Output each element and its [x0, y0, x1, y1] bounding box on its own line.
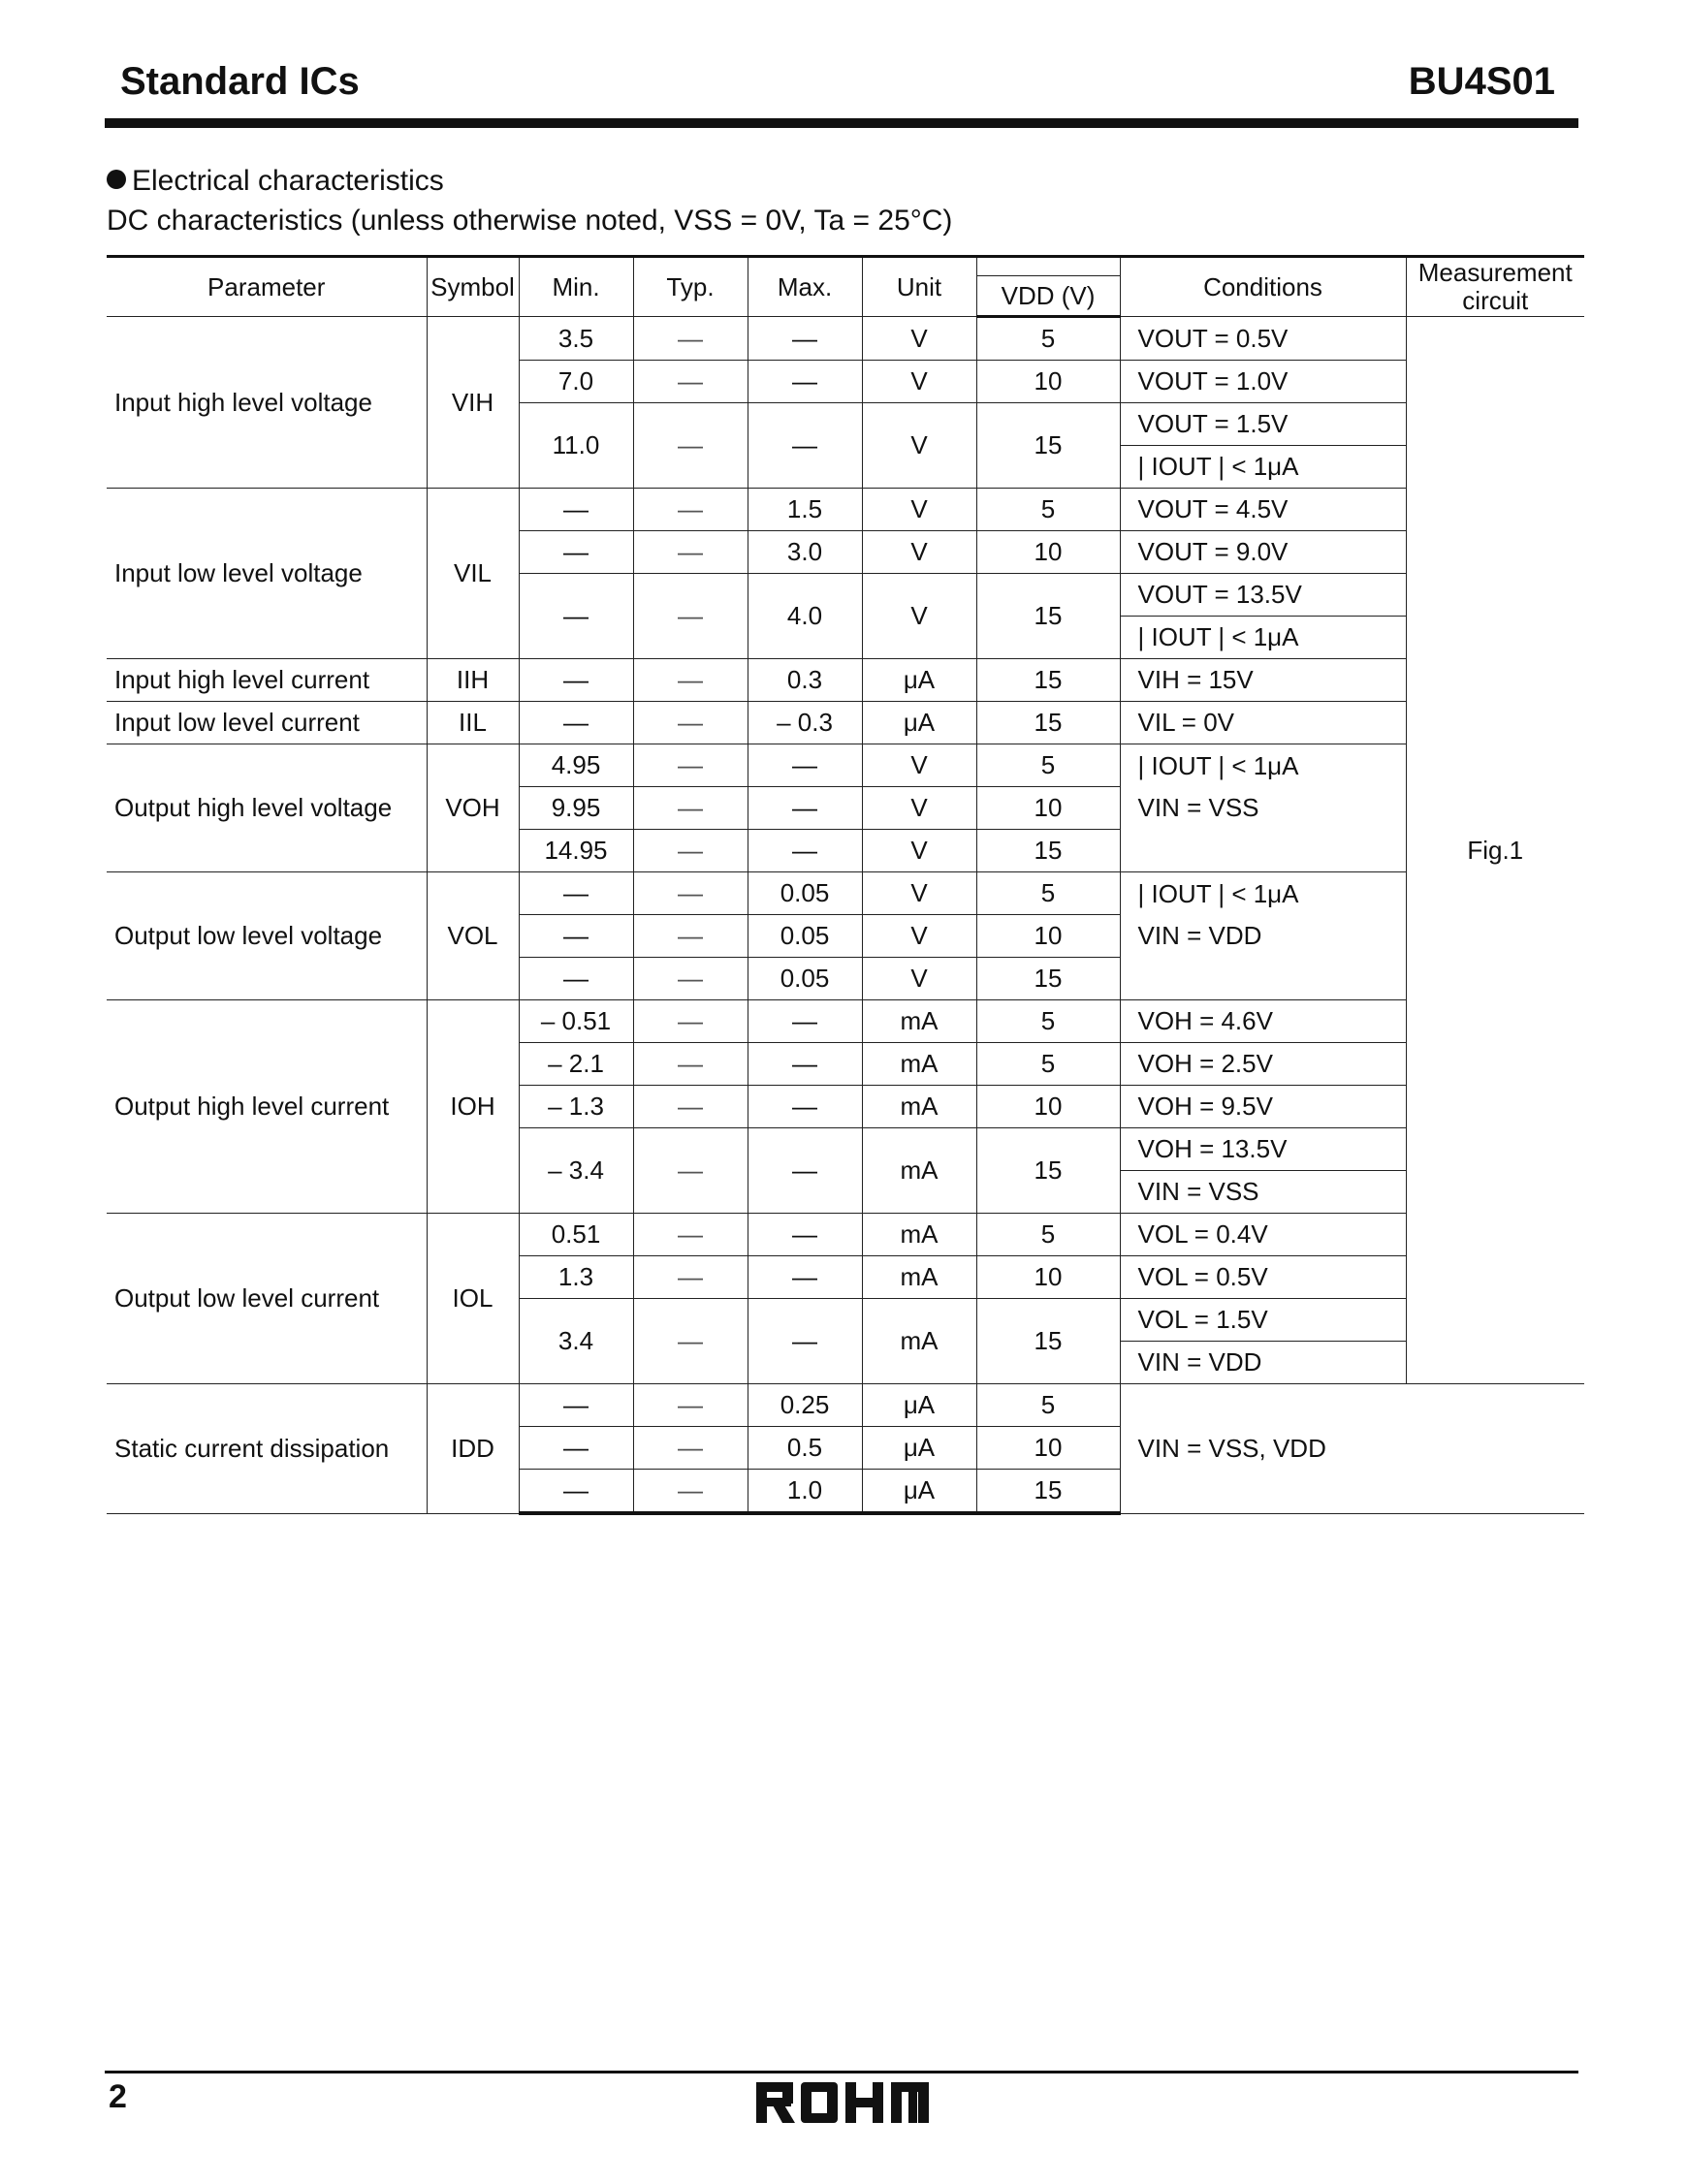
- min-cell: —: [519, 915, 633, 958]
- min-cell: 3.5: [519, 317, 633, 361]
- typ-cell: —: [633, 872, 748, 915]
- typ-cell: —: [633, 1214, 748, 1256]
- max-cell: —: [748, 1000, 862, 1043]
- table-row: [107, 489, 1584, 531]
- col-header-parameter: Parameter: [107, 257, 427, 317]
- min-cell: —: [519, 702, 633, 744]
- vdd-cell: 15: [976, 702, 1120, 744]
- conditions-cell: VIL = 0V: [1120, 702, 1406, 744]
- parameter-cell: Static current dissipation: [107, 1384, 427, 1514]
- unit-cell: V: [862, 744, 976, 787]
- typ-cell: —: [633, 361, 748, 403]
- unit-cell: V: [862, 574, 976, 659]
- col-header-min: Min.: [519, 257, 633, 317]
- symbol-cell: IIH: [427, 659, 519, 702]
- max-cell: —: [748, 403, 862, 489]
- symbol-cell: VOL: [427, 872, 519, 1000]
- vdd-cell: 5: [976, 1043, 1120, 1086]
- max-cell: —: [748, 1086, 862, 1128]
- vdd-cell: 5: [976, 317, 1120, 361]
- typ-cell: —: [633, 317, 748, 361]
- typ-cell: —: [633, 1086, 748, 1128]
- col-header-symbol: Symbol: [427, 257, 519, 317]
- typ-cell: —: [633, 489, 748, 531]
- max-cell: 3.0: [748, 531, 862, 574]
- unit-cell: V: [862, 787, 976, 830]
- min-cell: 14.95: [519, 830, 633, 872]
- table-row: [107, 744, 1584, 787]
- min-cell: – 2.1: [519, 1043, 633, 1086]
- min-cell: —: [519, 574, 633, 659]
- dc-characteristics-table: [107, 255, 1584, 1515]
- min-cell: —: [519, 872, 633, 915]
- max-cell: – 0.3: [748, 702, 862, 744]
- table-row: [107, 702, 1584, 744]
- max-cell: —: [748, 361, 862, 403]
- typ-cell: —: [633, 1299, 748, 1384]
- vdd-cell: 15: [976, 830, 1120, 872]
- symbol-cell: IOH: [427, 1000, 519, 1214]
- min-cell: 1.3: [519, 1256, 633, 1299]
- conditions-cell: VIH = 15V: [1120, 659, 1406, 702]
- header-section: Standard ICs: [120, 60, 360, 103]
- vdd-cell: 10: [976, 915, 1120, 958]
- min-cell: —: [519, 489, 633, 531]
- parameter-cell: Output high level current: [107, 1000, 427, 1214]
- conditions-cell: [1120, 744, 1406, 872]
- bullet-icon: [107, 170, 126, 189]
- conditions-cell: VOUT = 1.5V: [1120, 403, 1406, 446]
- vdd-cell: 15: [976, 1299, 1120, 1384]
- typ-cell: —: [633, 1128, 748, 1214]
- section-title-text: Electrical characteristics: [132, 165, 444, 197]
- max-cell: 0.25: [748, 1384, 862, 1427]
- min-cell: – 0.51: [519, 1000, 633, 1043]
- unit-cell: mA: [862, 1128, 976, 1214]
- col-header-vdd-top: [976, 257, 1120, 276]
- typ-cell: —: [633, 1256, 748, 1299]
- min-cell: —: [519, 531, 633, 574]
- max-cell: 0.3: [748, 659, 862, 702]
- col-header-vdd: VDD (V): [976, 276, 1120, 317]
- min-cell: 0.51: [519, 1214, 633, 1256]
- max-cell: —: [748, 1256, 862, 1299]
- conditions-cell: VOL = 1.5V: [1120, 1299, 1406, 1342]
- vdd-cell: 15: [976, 1470, 1120, 1514]
- unit-cell: μA: [862, 1427, 976, 1470]
- unit-cell: V: [862, 872, 976, 915]
- parameter-cell: Output low level current: [107, 1214, 427, 1384]
- typ-cell: —: [633, 744, 748, 787]
- max-cell: 0.05: [748, 872, 862, 915]
- max-cell: 0.05: [748, 915, 862, 958]
- vdd-cell: 10: [976, 1086, 1120, 1128]
- unit-cell: V: [862, 958, 976, 1000]
- max-cell: —: [748, 830, 862, 872]
- parameter-cell: Output high level voltage: [107, 744, 427, 872]
- unit-cell: mA: [862, 1299, 976, 1384]
- conditions-cell: VOUT = 13.5V: [1120, 574, 1406, 617]
- typ-cell: —: [633, 1427, 748, 1470]
- conditions-cell: VOH = 4.6V: [1120, 1000, 1406, 1043]
- parameter-cell: Input high level current: [107, 659, 427, 702]
- conditions-cell: VOUT = 9.0V: [1120, 531, 1406, 574]
- typ-cell: —: [633, 702, 748, 744]
- max-cell: —: [748, 1214, 862, 1256]
- conditions-cell: VOH = 2.5V: [1120, 1043, 1406, 1086]
- min-cell: 7.0: [519, 361, 633, 403]
- col-header-max: Max.: [748, 257, 862, 317]
- vdd-cell: 10: [976, 361, 1120, 403]
- header-rule: [105, 118, 1578, 128]
- condition-line: VIN = VSS, VDD: [1137, 1433, 1326, 1463]
- table-row: [107, 317, 1584, 361]
- typ-cell: —: [633, 659, 748, 702]
- vdd-cell: 15: [976, 403, 1120, 489]
- min-cell: 4.95: [519, 744, 633, 787]
- max-cell: —: [748, 1043, 862, 1086]
- conditions-cell: [1120, 872, 1406, 1000]
- unit-cell: V: [862, 317, 976, 361]
- symbol-cell: IOL: [427, 1214, 519, 1384]
- table-row: [107, 659, 1584, 702]
- parameter-cell: Input low level voltage: [107, 489, 427, 659]
- max-cell: —: [748, 1299, 862, 1384]
- min-cell: – 3.4: [519, 1128, 633, 1214]
- col-header-conditions: Conditions: [1120, 257, 1406, 317]
- max-cell: 0.05: [748, 958, 862, 1000]
- parameter-cell: Input low level current: [107, 702, 427, 744]
- unit-cell: mA: [862, 1256, 976, 1299]
- min-cell: 11.0: [519, 403, 633, 489]
- conditions-cell: VOL = 0.4V: [1120, 1214, 1406, 1256]
- max-cell: 4.0: [748, 574, 862, 659]
- rohm-logo: [756, 2080, 929, 2125]
- condition-line: | IOUT | < 1μA: [1137, 751, 1299, 780]
- vdd-cell: 10: [976, 787, 1120, 830]
- vdd-cell: 5: [976, 1384, 1120, 1427]
- table-row: [107, 1384, 1584, 1427]
- symbol-cell: VIL: [427, 489, 519, 659]
- vdd-cell: 15: [976, 574, 1120, 659]
- symbol-cell: VIH: [427, 317, 519, 489]
- vdd-cell: 5: [976, 489, 1120, 531]
- vdd-cell: 15: [976, 659, 1120, 702]
- typ-cell: —: [633, 830, 748, 872]
- page-number: 2: [109, 2078, 127, 2115]
- table-row: [107, 1214, 1584, 1256]
- footer-rule: [105, 2071, 1578, 2073]
- condition-line: VIN = VSS: [1137, 793, 1259, 822]
- typ-cell: —: [633, 1470, 748, 1514]
- condition-line: VIN = VDD: [1137, 921, 1262, 950]
- conditions-cell: VIN = VDD: [1120, 1342, 1406, 1384]
- condition-line: | IOUT | < 1μA: [1137, 879, 1299, 908]
- conditions-cell: [1120, 1384, 1584, 1514]
- conditions-cell: VIN = VSS: [1120, 1171, 1406, 1214]
- typ-cell: —: [633, 1384, 748, 1427]
- conditions-cell: | IOUT | < 1μA: [1120, 446, 1406, 489]
- conditions-cell: VOUT = 0.5V: [1120, 317, 1406, 361]
- conditions-cell: | IOUT | < 1μA: [1120, 617, 1406, 659]
- unit-cell: μA: [862, 1470, 976, 1514]
- min-cell: —: [519, 1470, 633, 1514]
- vdd-cell: 5: [976, 1000, 1120, 1043]
- min-cell: 3.4: [519, 1299, 633, 1384]
- vdd-cell: 10: [976, 1427, 1120, 1470]
- conditions-cell: VOUT = 1.0V: [1120, 361, 1406, 403]
- min-cell: —: [519, 659, 633, 702]
- unit-cell: μA: [862, 702, 976, 744]
- unit-cell: μA: [862, 659, 976, 702]
- section-subtitle: DC characteristics (unless otherwise noted, VSS = 0V, Ta = 25°C): [107, 205, 953, 237]
- vdd-cell: 5: [976, 1214, 1120, 1256]
- measurement-circuit-cell: Fig.1: [1406, 317, 1584, 1384]
- min-cell: – 1.3: [519, 1086, 633, 1128]
- vdd-cell: 10: [976, 1256, 1120, 1299]
- typ-cell: —: [633, 531, 748, 574]
- unit-cell: V: [862, 403, 976, 489]
- unit-cell: V: [862, 915, 976, 958]
- unit-cell: mA: [862, 1086, 976, 1128]
- unit-cell: V: [862, 830, 976, 872]
- section-title: [107, 165, 444, 198]
- unit-cell: mA: [862, 1214, 976, 1256]
- parameter-cell: Input high level voltage: [107, 317, 427, 489]
- vdd-cell: 10: [976, 531, 1120, 574]
- unit-cell: μA: [862, 1384, 976, 1427]
- col-header-measurement: Measurement circuit: [1406, 257, 1584, 317]
- unit-cell: V: [862, 361, 976, 403]
- unit-cell: V: [862, 489, 976, 531]
- table-row: [107, 872, 1584, 915]
- max-cell: —: [748, 787, 862, 830]
- vdd-cell: 5: [976, 872, 1120, 915]
- conditions-cell: VOH = 9.5V: [1120, 1086, 1406, 1128]
- min-cell: —: [519, 1427, 633, 1470]
- symbol-cell: VOH: [427, 744, 519, 872]
- typ-cell: —: [633, 574, 748, 659]
- symbol-cell: IDD: [427, 1384, 519, 1514]
- min-cell: 9.95: [519, 787, 633, 830]
- max-cell: —: [748, 744, 862, 787]
- parameter-cell: Output low level voltage: [107, 872, 427, 1000]
- conditions-cell: VOH = 13.5V: [1120, 1128, 1406, 1171]
- max-cell: 0.5: [748, 1427, 862, 1470]
- col-header-unit: Unit: [862, 257, 976, 317]
- typ-cell: —: [633, 1043, 748, 1086]
- header-part-number: BU4S01: [1408, 60, 1555, 103]
- col-header-typ: Typ.: [633, 257, 748, 317]
- vdd-cell: 15: [976, 958, 1120, 1000]
- max-cell: —: [748, 317, 862, 361]
- typ-cell: —: [633, 915, 748, 958]
- max-cell: —: [748, 1128, 862, 1214]
- typ-cell: —: [633, 1000, 748, 1043]
- max-cell: 1.5: [748, 489, 862, 531]
- conditions-cell: VOUT = 4.5V: [1120, 489, 1406, 531]
- min-cell: —: [519, 958, 633, 1000]
- unit-cell: V: [862, 531, 976, 574]
- unit-cell: mA: [862, 1043, 976, 1086]
- typ-cell: —: [633, 403, 748, 489]
- typ-cell: —: [633, 958, 748, 1000]
- table-row: [107, 1000, 1584, 1043]
- typ-cell: —: [633, 787, 748, 830]
- vdd-cell: 5: [976, 744, 1120, 787]
- conditions-cell: VOL = 0.5V: [1120, 1256, 1406, 1299]
- vdd-cell: 15: [976, 1128, 1120, 1214]
- min-cell: —: [519, 1384, 633, 1427]
- max-cell: 1.0: [748, 1470, 862, 1514]
- unit-cell: mA: [862, 1000, 976, 1043]
- symbol-cell: IIL: [427, 702, 519, 744]
